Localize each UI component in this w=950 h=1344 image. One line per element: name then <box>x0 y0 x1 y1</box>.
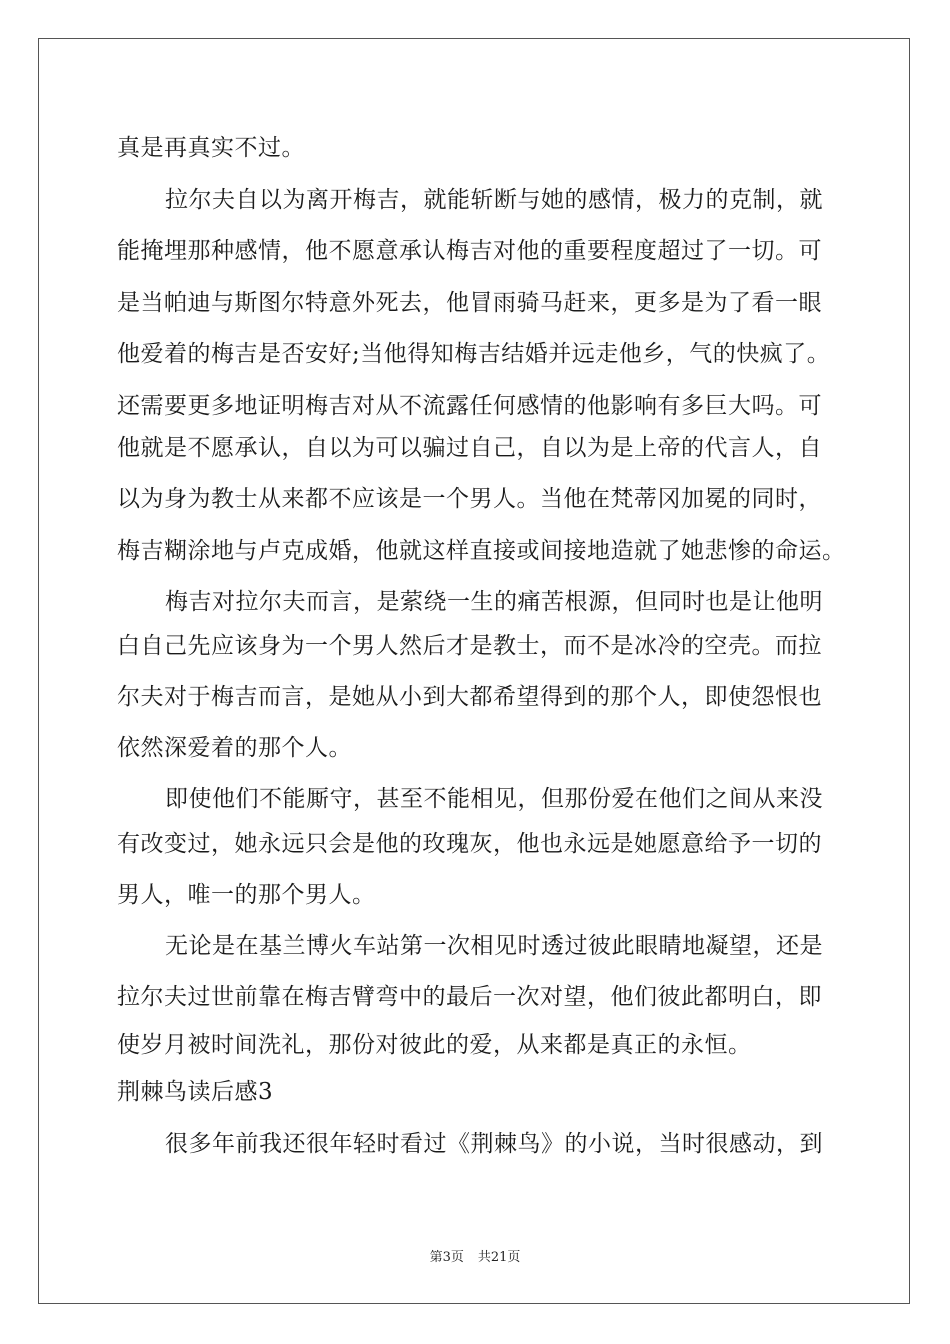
page-number: 第3页 <box>429 1250 464 1265</box>
text-line: 梅吉糊涂地与卢克成婚，他就这样直接或间接地造就了她悲惨的命运。 <box>117 538 846 564</box>
text-line: 有改变过，她永远只会是他的玫瑰灰，他也永远是她愿意给予一切的 <box>117 831 822 857</box>
text-line: 真是再真实不过。 <box>117 135 305 161</box>
page-footer <box>0 1250 950 1266</box>
section-heading: 荆棘鸟读后感3 <box>117 1079 274 1105</box>
text-line: 尔夫对于梅吉而言，是她从小到大都希望得到的那个人，即使怨恨也 <box>117 684 822 710</box>
text-line: 男人，唯一的那个男人。 <box>117 882 376 908</box>
text-line: 是当帕迪与斯图尔特意外死去，他冒雨骑马赶来，更多是为了看一眼 <box>117 290 822 316</box>
text-line: 梅吉对拉尔夫而言，是萦绕一生的痛苦根源，但同时也是让他明 <box>165 589 823 615</box>
page-border <box>38 38 910 1304</box>
text-line: 以为身为教士从来都不应该是一个男人。当他在梵蒂冈加冕的同时， <box>117 486 822 512</box>
text-line: 无论是在基兰博火车站第一次相见时透过彼此眼睛地凝望，还是 <box>165 933 823 959</box>
text-line: 拉尔夫过世前靠在梅吉臂弯中的最后一次对望，他们彼此都明白，即 <box>117 984 822 1010</box>
text-line: 还需要更多地证明梅吉对从不流露任何感情的他影响有多巨大吗。可 <box>117 393 822 419</box>
text-line: 很多年前我还很年轻时看过《荆棘鸟》的小说，当时很感动，到 <box>165 1131 823 1157</box>
text-line: 即使他们不能厮守，甚至不能相见，但那份爱在他们之间从来没 <box>165 786 823 812</box>
text-line: 他就是不愿承认，自以为可以骗过自己，自以为是上帝的代言人，自 <box>117 435 822 461</box>
text-line: 白自己先应该身为一个男人然后才是教士，而不是冰冷的空壳。而拉 <box>117 633 822 659</box>
text-line: 依然深爱着的那个人。 <box>117 735 352 761</box>
text-line: 拉尔夫自以为离开梅吉，就能斩断与她的感情，极力的克制，就 <box>165 187 823 213</box>
text-line: 他爱着的梅吉是否安好;当他得知梅吉结婚并远走他乡，气的快疯了。 <box>117 341 831 367</box>
text-line: 能掩埋那种感情，他不愿意承认梅吉对他的重要程度超过了一切。可 <box>117 238 822 264</box>
text-line: 使岁月被时间洗礼，那份对彼此的爱，从来都是真正的永恒。 <box>117 1032 752 1058</box>
page-total: 共21页 <box>477 1250 521 1265</box>
